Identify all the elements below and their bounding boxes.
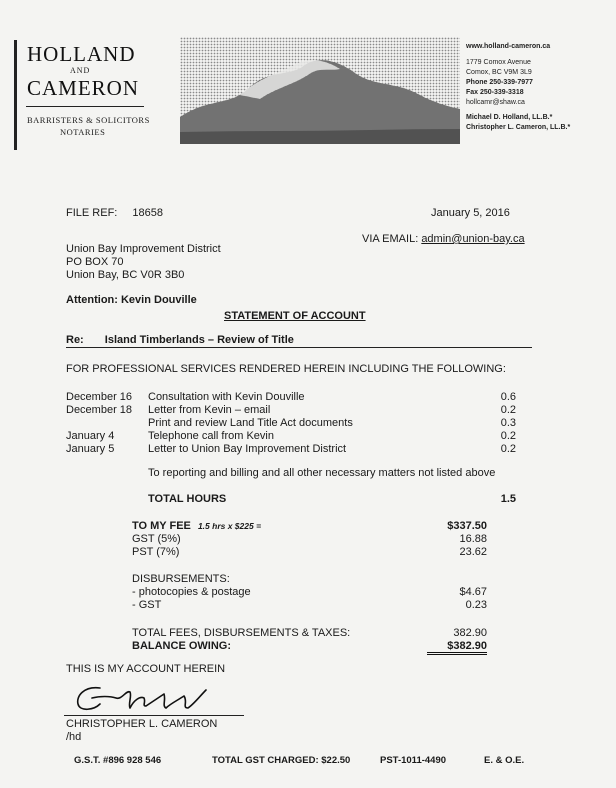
entry-row (66, 443, 526, 456)
entry-row (66, 417, 526, 430)
pst-value: 23.62 (459, 546, 487, 558)
letterhead-landscape-image (180, 37, 460, 144)
via-email-label: VIA EMAIL: (362, 233, 419, 245)
entry-description: Letter to Union Bay Improvement District (148, 443, 347, 455)
pst-label: PST (7%) (132, 546, 180, 558)
disbursement-item-label: - GST (132, 599, 162, 611)
signer-initials: /hd (66, 731, 82, 743)
firm-website: www.holland-cameron.ca (466, 43, 551, 50)
fee-calc: 1.5 hrs x $225 = (197, 521, 262, 531)
firm-email: hollcamr@shaw.ca (466, 99, 525, 106)
footer-gst-charged: TOTAL GST CHARGED: $22.50 (212, 755, 351, 766)
firm-fax: Fax 250-339-3318 (466, 89, 524, 96)
via-email-address[interactable]: admin@union-bay.ca (421, 233, 525, 245)
firm-phone: Phone 250-339-7977 (466, 79, 533, 86)
signer-name: CHRISTOPHER L. CAMERON (66, 718, 218, 730)
recipient-address-2: Union Bay, BC V0R 3B0 (66, 269, 185, 281)
re-value: Island Timberlands – Review of Title (104, 334, 294, 346)
firm-partner-1: Michael D. Holland, LL.B.* (466, 114, 553, 121)
entry-hours: 0.2 (500, 404, 516, 416)
total-hours-value: 1.5 (500, 493, 516, 505)
letterhead-contact (466, 42, 606, 133)
disbursement-item-label: - photocopies & postage (132, 586, 251, 598)
firm-name-and: AND (70, 66, 91, 75)
file-ref-label: FILE REF: (66, 207, 118, 219)
letter-date: January 5, 2016 (431, 207, 510, 219)
firm-address-2: Comox, BC V9M 3L9 (466, 69, 532, 76)
entry-hours: 0.6 (500, 391, 516, 403)
entry-hours: 0.3 (500, 417, 516, 429)
firm-name-line2: CAMERON (27, 76, 140, 100)
account-line: THIS IS MY ACCOUNT HEREIN (66, 663, 226, 675)
entry-date: January 5 (66, 443, 115, 455)
fee-line (132, 520, 261, 532)
firm-address-1: 1779 Comox Avenue (466, 59, 531, 66)
balance-owing-label: BALANCE OWING: (132, 640, 231, 652)
fee-label: TO MY FEE (132, 520, 191, 532)
services-intro: FOR PROFESSIONAL SERVICES RENDERED HEREIN INCLUDING THE FOLLOWING: (66, 363, 506, 375)
via-email (362, 233, 525, 245)
statement-title: STATEMENT OF ACCOUNT (224, 310, 366, 322)
footer-eoe: E. & O.E. (484, 755, 525, 766)
re-label: Re: (66, 334, 84, 346)
footer-pst-number: PST-1011-4490 (380, 755, 447, 766)
disbursement-item-value: $4.67 (459, 586, 487, 598)
firm-divider (26, 106, 144, 107)
fee-value: $337.50 (447, 520, 487, 532)
re-line (66, 334, 294, 346)
total-all-label: TOTAL FEES, DISBURSEMENTS & TAXES: (132, 627, 351, 639)
balance-owing-value: $382.90 (427, 640, 487, 655)
misc-line: To reporting and billing and all other necessary matters not listed above (148, 467, 496, 479)
entry-description: Letter from Kevin – email (148, 404, 271, 416)
disbursements-label: DISBURSEMENTS: (132, 573, 230, 585)
signature-line (64, 715, 244, 716)
re-underline (66, 347, 532, 348)
footer-gst-number: G.S.T. #896 928 546 (74, 755, 162, 766)
entry-row (66, 391, 526, 404)
entry-row (66, 430, 526, 443)
recipient-attention: Attention: Kevin Douville (66, 294, 197, 306)
signature (70, 682, 220, 716)
total-hours-label: TOTAL HOURS (148, 493, 227, 505)
file-ref-value: 18658 (132, 207, 163, 219)
firm-name-line1: HOLLAND (27, 42, 136, 66)
total-all-value: 382.90 (453, 627, 487, 639)
entry-description: Print and review Land Title Act documents (148, 417, 353, 429)
firm-subtitle-2: NOTARIES (60, 127, 106, 137)
entry-row (66, 404, 526, 417)
entry-hours: 0.2 (500, 443, 516, 455)
entry-date: December 16 (66, 391, 133, 403)
firm-subtitle-1: BARRISTERS & SOLICITORS (27, 115, 150, 125)
recipient-address-1: PO BOX 70 (66, 256, 124, 268)
firm-partner-2: Christopher L. Cameron, LL.B.* (466, 124, 571, 131)
gst-label: GST (5%) (132, 533, 181, 545)
gst-value: 16.88 (459, 533, 487, 545)
entry-date: January 4 (66, 430, 115, 442)
recipient-name: Union Bay Improvement District (66, 243, 221, 255)
entry-description: Consultation with Kevin Douville (148, 391, 305, 403)
entry-description: Telephone call from Kevin (148, 430, 274, 442)
disbursement-item-value: 0.23 (465, 599, 487, 611)
entry-hours: 0.2 (500, 430, 516, 442)
file-ref (66, 207, 163, 219)
letterhead-left-bar (14, 40, 17, 150)
entry-date: December 18 (66, 404, 133, 416)
